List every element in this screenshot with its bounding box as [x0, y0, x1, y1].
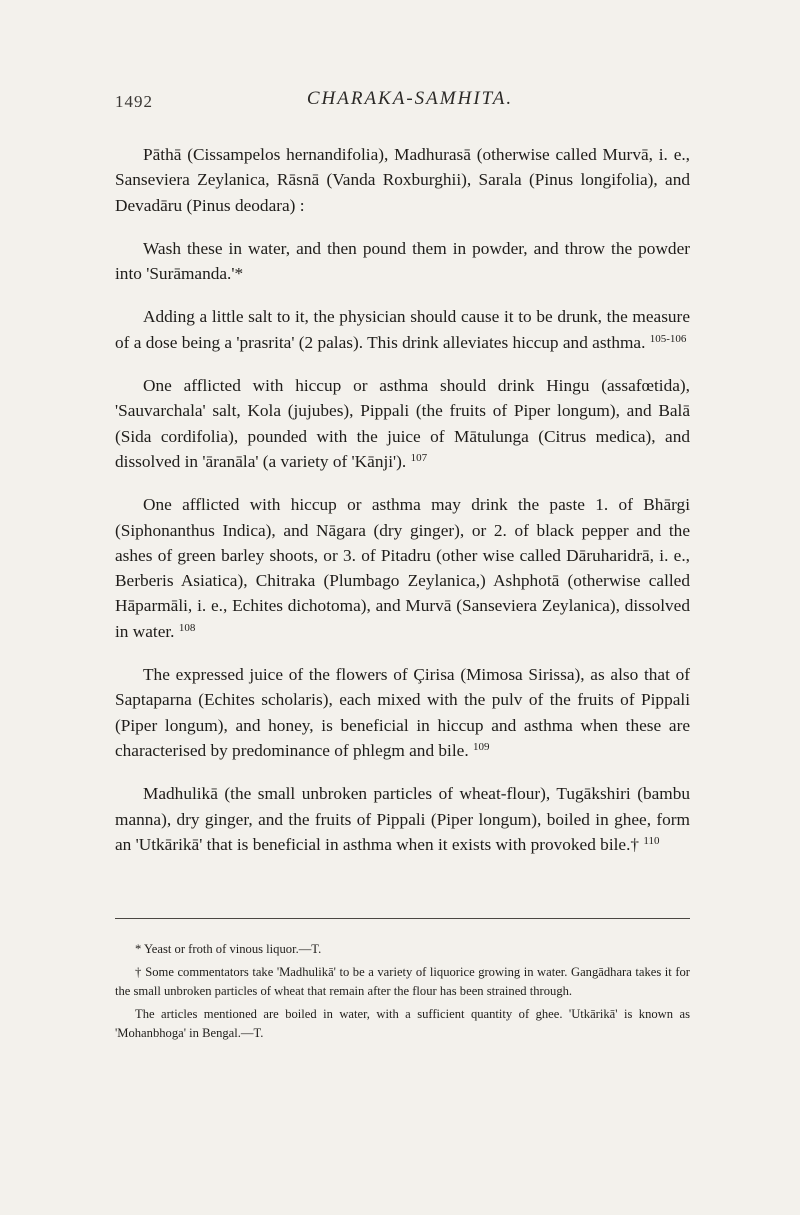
verse-number: 110	[643, 834, 660, 847]
paragraph	[115, 781, 690, 857]
page-header	[115, 88, 705, 118]
verse-number: 107	[410, 451, 428, 464]
paragraph-text: The expressed juice of the flowers of Çirisa (Mimosa Sirissa), as also that of Saptaparna (Echites scholaris), each mixed with the pulv of the fruits of Pippali (Piper longum), and honey, is beneficial in hiccup and asthma when these are characterised by predominance of phlegm and bile.	[115, 665, 690, 760]
paragraph-text: One afflicted with hiccup or asthma may drink the paste 1. of Bhārgi (Siphonanthus Indica), and Nāgara (dry ginger), or 2. of black pepper and the ashes of green barley shoots, or 3. of Pitadru (other wise called Dāruharidrā, i. e., Berberis Asiatica), Chitraka (Plumbago Zeylanica,) Ashphotā (otherwise called Hāparmāli, i. e., Echites dichotoma), and Murvā (Sanseviera Zeylanica), dissolved in water.	[115, 495, 690, 641]
paragraph-text: Madhulikā (the small unbroken particles of wheat-flour), Tugākshiri (bambu manna), dry ginger, and the fruits of Pippali (Piper longum), boiled in ghee, form an 'Utkārikā' that is beneficial in asthma when it exists with provoked bile.†	[115, 784, 690, 854]
running-title: CHARAKA-SAMHITA.	[306, 88, 514, 109]
paragraph-text: Wash these in water, and then pound them in powder, and throw the powder into 'Surāmanda.'*	[115, 238, 690, 284]
footnotes	[115, 940, 690, 1047]
paragraph	[115, 304, 690, 355]
footnote: The articles mentioned are boiled in water, with a sufficient quantity of ghee. 'Utkārikā' is known as 'Mohanbhoga' in Bengal.—T.	[115, 1007, 690, 1040]
paragraph	[115, 492, 690, 644]
verse-number: 109	[472, 740, 490, 753]
paragraph	[115, 142, 690, 218]
paragraph-text: Pāthā (Cissampelos hernandifolia), Madhurasā (otherwise called Murvā, i. e., Sanseviera Zeylanica, Rāsnā (Vanda Roxburghii), Sarala (Pinus longifolia), and Devadāru (Pinus deodara) :	[115, 145, 690, 215]
footnote: † Some commentators take 'Madhulikā' to be a variety of liquorice growing in water. Gangādhara takes it for the small unbroken particles of wheat that remain after the flour has been strained through.	[115, 965, 690, 998]
paragraph	[115, 373, 690, 474]
verse-number: 105-106	[649, 332, 687, 345]
body-text	[115, 142, 690, 875]
verse-number: 108	[178, 621, 196, 634]
footnote: * Yeast or froth of vinous liquor.—T.	[135, 942, 322, 956]
page-number: 1492	[115, 92, 153, 111]
paragraph-text: One afflicted with hiccup or asthma should drink Hingu (assafœtida), 'Sauvarchala' salt, Kola (jujubes), Pippali (the fruits of Piper longum), and Balā (Sida cordifolia), pounded with the juice of Mātulunga (Citrus medica), and dissolved in 'āranāla' (a variety of 'Kānji').	[115, 376, 690, 471]
paragraph	[115, 662, 690, 763]
footnote-divider	[115, 918, 690, 919]
paragraph-text: Adding a little salt to it, the physician should cause it to be drunk, the measure of a dose being a 'prasrita' (2 palas). This drink alleviates hiccup and asthma.	[115, 307, 690, 352]
paragraph	[115, 236, 690, 287]
